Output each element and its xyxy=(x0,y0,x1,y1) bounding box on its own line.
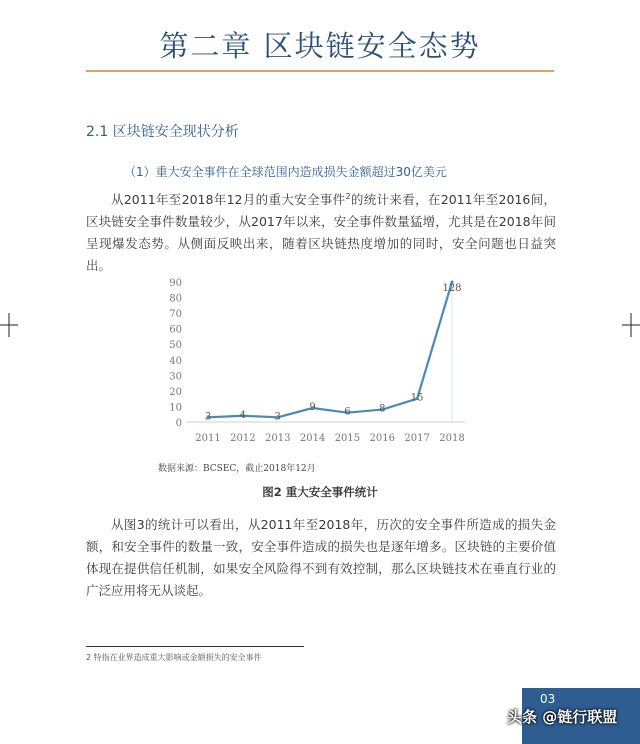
data-label: 15 xyxy=(410,392,424,404)
y-axis xyxy=(169,278,182,429)
x-axis xyxy=(186,422,465,444)
page-number: 03 xyxy=(540,692,556,706)
x-tick-label: 2016 xyxy=(369,433,396,444)
x-tick-label: 2012 xyxy=(230,433,256,444)
chart-source-note: 数据来源：BCSEC，截止2018年12月 xyxy=(158,464,316,474)
x-tick-label: 2015 xyxy=(334,433,361,444)
data-label: 4 xyxy=(239,409,247,421)
data-label: 3 xyxy=(204,411,212,423)
y-tick-label: 90 xyxy=(169,278,182,289)
paragraph-intro xyxy=(86,186,556,277)
y-tick-label: 50 xyxy=(169,340,182,352)
x-tick-label: 2018 xyxy=(439,433,465,444)
incident-line-chart xyxy=(150,270,480,450)
data-label: 6 xyxy=(344,406,351,418)
data-label: 8 xyxy=(379,403,386,415)
y-tick-label: 60 xyxy=(169,324,182,336)
y-tick-label: 20 xyxy=(169,386,182,398)
x-tick-label: 2013 xyxy=(264,433,291,444)
y-tick-label: 70 xyxy=(169,309,182,321)
footnote: 2 特指在业界造成重大影响或金额损失的安全事件 xyxy=(86,653,262,662)
x-tick-label: 2011 xyxy=(195,433,221,444)
x-tick-label: 2014 xyxy=(299,433,326,444)
y-tick-label: 10 xyxy=(169,402,182,414)
chapter-title-rule xyxy=(86,70,554,72)
paragraph-intro-text-a: 从2011年至2018年12月的重大安全事件 xyxy=(111,192,346,208)
crop-mark-left-icon xyxy=(0,313,18,337)
data-label: 128 xyxy=(442,283,462,294)
chart-marks xyxy=(205,281,462,423)
data-label: 9 xyxy=(309,402,316,413)
paragraph-intro-text-b: 的统计来看，在2011年至2016间，区块链安全事件数量较少，从2017年以来，安全事件数量猛增，尤其是在2018年间呈现爆发态势。从侧面反映出来，随着区块链热度增加的同时，安全问题也日益突出。 xyxy=(86,192,557,274)
footnote-divider xyxy=(86,646,304,647)
section-heading: 2.1 区块链安全现状分析 xyxy=(86,124,239,140)
data-label: 3 xyxy=(274,411,281,423)
crop-mark-right-icon xyxy=(622,313,640,337)
source-watermark: 头条 @链行联盟 xyxy=(507,708,618,726)
y-tick-label: 30 xyxy=(169,371,182,383)
x-tick-label: 2017 xyxy=(404,433,430,444)
y-tick-label: 80 xyxy=(169,293,182,305)
chapter-title: 第二章 区块链安全态势 xyxy=(159,29,481,63)
y-tick-label: 0 xyxy=(175,418,182,429)
figure-caption: 图2 重大安全事件统计 xyxy=(262,485,378,499)
footnote-reference[interactable]: 2 xyxy=(345,192,351,201)
paragraph-analysis: 从图3的统计可以看出，从2011年至2018年，历次的安全事件所造成的损失金额，和安全事件的数量一致，安全事件造成的损失也是逐年增多。区块链的主要价值体现在提供信任机制，如果安全风险得不到有效控制，那么区块链技术在垂直行业的广泛应用将无从谈起。 xyxy=(86,517,556,598)
subsection-heading: （1）重大安全事件在全球范围内造成损失金额超过30亿美元 xyxy=(124,165,447,179)
y-tick-label: 40 xyxy=(169,355,182,367)
